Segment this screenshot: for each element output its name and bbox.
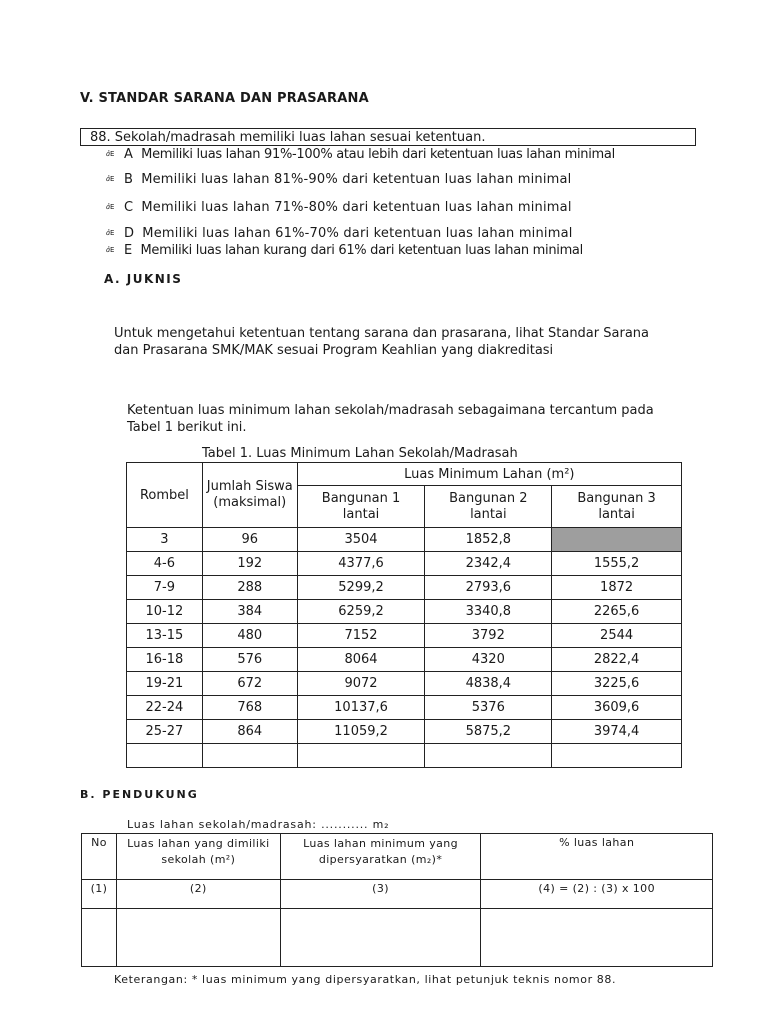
table-row (127, 696, 682, 720)
option-text: Memiliki luas lahan 71%-80% dari ketentuan luas lahan minimal (141, 200, 572, 215)
supporting-table (81, 833, 713, 967)
cell-rombel: 16-18 (127, 648, 203, 672)
col-number-4: (4) = (2) : (3) x 100 (481, 880, 713, 909)
cell-bangunan-2 (425, 744, 552, 768)
checkbox-icon: ꞻE (106, 203, 115, 211)
header-bangunan-2: Bangunan 2 lantai (425, 486, 552, 528)
cell-rombel: 3 (127, 528, 203, 552)
note-text: Keterangan: * luas minimum yang dipersyaratkan, lihat petunjuk teknis nomor 88. (114, 973, 617, 986)
table-row (127, 528, 682, 552)
cell-siswa: 480 (202, 624, 297, 648)
cell-siswa: 192 (202, 552, 297, 576)
table-row (127, 624, 682, 648)
entry-cell[interactable] (481, 909, 713, 967)
cell-siswa: 864 (202, 720, 297, 744)
option-a[interactable] (106, 147, 615, 162)
option-d[interactable] (106, 226, 573, 241)
col-number-3: (3) (280, 880, 481, 909)
table-row (127, 600, 682, 624)
header-jumlah-siswa: Jumlah Siswa (maksimal) (202, 463, 297, 528)
table-row-empty (127, 744, 682, 768)
section-title: V. STANDAR SARANA DAN PRASARANA (80, 91, 369, 106)
option-letter: B (124, 172, 133, 187)
entry-cell[interactable] (82, 909, 117, 967)
cell-bangunan-1: 6259,2 (297, 600, 425, 624)
cell-bangunan-2: 5376 (425, 696, 552, 720)
header-luas-dimiliki: Luas lahan yang dimiliki sekolah (m²) (116, 834, 280, 880)
cell-bangunan-3: 3609,6 (552, 696, 682, 720)
option-text: Memiliki luas lahan kurang dari 61% dari ketentuan luas lahan minimal (140, 243, 583, 258)
option-letter: E (124, 243, 133, 258)
header-rombel: Rombel (127, 463, 203, 528)
land-area-table (126, 462, 682, 768)
cell-bangunan-1: 7152 (297, 624, 425, 648)
col-number-1: (1) (82, 880, 117, 909)
cell-bangunan-1: 3504 (297, 528, 425, 552)
cell-bangunan-3: 2822,4 (552, 648, 682, 672)
cell-bangunan-1: 8064 (297, 648, 425, 672)
table-row (127, 720, 682, 744)
juknis-paragraph-2: Ketentuan luas minimum lahan sekolah/madrasah sebagaimana tercantum pada Tabel 1 berikut ini. (127, 403, 654, 435)
header-luas-minimum: Luas Minimum Lahan (m²) (297, 463, 681, 486)
cell-bangunan-2: 4320 (425, 648, 552, 672)
cell-rombel: 7-9 (127, 576, 203, 600)
cell-rombel: 22-24 (127, 696, 203, 720)
land-area-line: Luas lahan sekolah/madrasah: ........... m₂ (127, 818, 390, 831)
header-persen-luas: % luas lahan (481, 834, 713, 880)
cell-bangunan-2: 5875,2 (425, 720, 552, 744)
cell-bangunan-3: 2265,6 (552, 600, 682, 624)
cell-rombel: 4-6 (127, 552, 203, 576)
table-row (127, 672, 682, 696)
cell-bangunan-1: 9072 (297, 672, 425, 696)
option-letter: D (124, 226, 135, 241)
checkbox-icon: ꞻE (106, 150, 115, 158)
checkbox-icon: ꞻE (106, 175, 115, 183)
cell-bangunan-2: 2793,6 (425, 576, 552, 600)
cell-bangunan-3: 1872 (552, 576, 682, 600)
header-bangunan-1: Bangunan 1 lantai (297, 486, 425, 528)
juknis-paragraph-1: Untuk mengetahui ketentuan tentang sarana dan prasarana, lihat Standar Sarana dan Prasarana SMK/MAK sesuai Program Keahlian yang diakreditasi (114, 326, 649, 358)
cell-siswa: 672 (202, 672, 297, 696)
pendukung-title: B. PENDUKUNG (80, 788, 199, 801)
option-letter: A (124, 147, 133, 162)
option-text: Memiliki luas lahan 81%-90% dari ketentuan luas lahan minimal (141, 172, 572, 187)
cell-bangunan-1 (297, 744, 425, 768)
cell-bangunan-3-shaded (552, 528, 682, 552)
cell-rombel: 25-27 (127, 720, 203, 744)
option-e[interactable] (106, 243, 583, 258)
cell-siswa: 768 (202, 696, 297, 720)
option-b[interactable] (106, 172, 572, 187)
cell-siswa: 576 (202, 648, 297, 672)
cell-bangunan-3: 3974,4 (552, 720, 682, 744)
option-letter: C (124, 200, 134, 215)
table-row (127, 552, 682, 576)
cell-bangunan-1: 5299,2 (297, 576, 425, 600)
cell-bangunan-2: 1852,8 (425, 528, 552, 552)
cell-siswa: 384 (202, 600, 297, 624)
header-luas-minimum: Luas lahan minimum yang dipersyaratkan (m₂)* (280, 834, 481, 880)
header-no: No (82, 834, 117, 880)
cell-siswa: 96 (202, 528, 297, 552)
header-bangunan-3: Bangunan 3 lantai (552, 486, 682, 528)
cell-bangunan-3: 3225,6 (552, 672, 682, 696)
cell-bangunan-3: 1555,2 (552, 552, 682, 576)
cell-bangunan-2: 3792 (425, 624, 552, 648)
table-row (127, 648, 682, 672)
checkbox-icon: ꞻE (106, 229, 115, 237)
checkbox-icon: ꞻE (106, 246, 115, 254)
cell-bangunan-1: 10137,6 (297, 696, 425, 720)
cell-bangunan-2: 3340,8 (425, 600, 552, 624)
cell-siswa (202, 744, 297, 768)
cell-rombel (127, 744, 203, 768)
cell-bangunan-2: 2342,4 (425, 552, 552, 576)
col-number-2: (2) (116, 880, 280, 909)
juknis-title: A. JUKNIS (104, 272, 183, 286)
cell-rombel: 19-21 (127, 672, 203, 696)
cell-bangunan-2: 4838,4 (425, 672, 552, 696)
cell-bangunan-1: 11059,2 (297, 720, 425, 744)
entry-cell[interactable] (116, 909, 280, 967)
cell-bangunan-3 (552, 744, 682, 768)
option-text: Memiliki luas lahan 61%-70% dari ketentuan luas lahan minimal (142, 226, 573, 241)
cell-siswa: 288 (202, 576, 297, 600)
table1-caption: Tabel 1. Luas Minimum Lahan Sekolah/Madrasah (202, 446, 518, 461)
table-row (127, 576, 682, 600)
cell-bangunan-1: 4377,6 (297, 552, 425, 576)
option-c[interactable] (106, 200, 572, 215)
entry-cell[interactable] (280, 909, 481, 967)
option-text: Memiliki luas lahan 91%-100% atau lebih dari ketentuan luas lahan minimal (141, 147, 615, 162)
cell-bangunan-3: 2544 (552, 624, 682, 648)
cell-rombel: 13-15 (127, 624, 203, 648)
cell-rombel: 10-12 (127, 600, 203, 624)
question-text: 88. Sekolah/madrasah memiliki luas lahan sesuai ketentuan. (90, 130, 486, 145)
